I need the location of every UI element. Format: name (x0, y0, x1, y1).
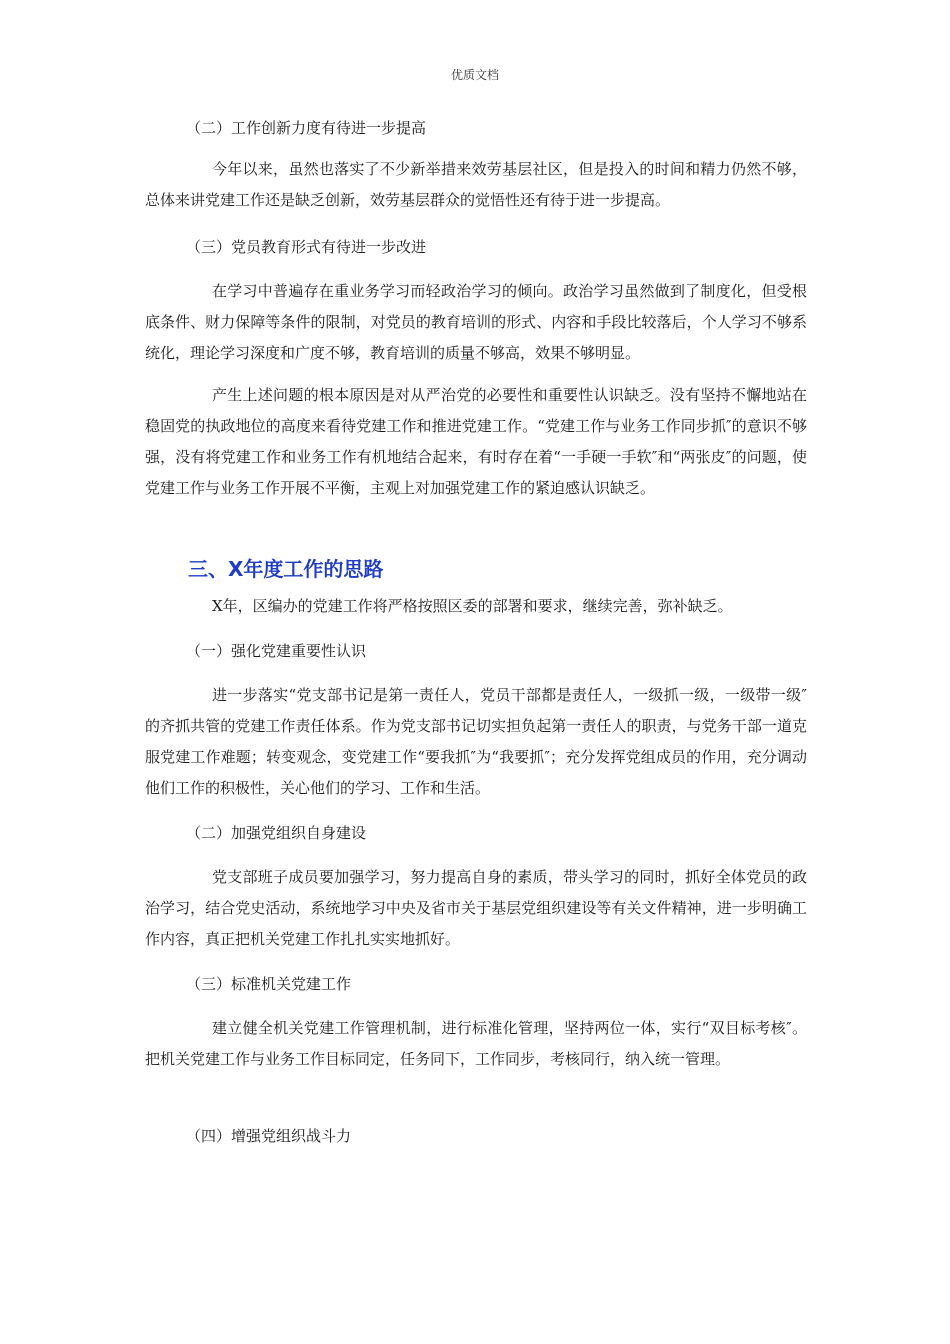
subsection-title-standardize: （三）标准机关党建工作 (186, 975, 352, 993)
subsection-title-awareness: （一）强化党建重要性认识 (186, 642, 367, 660)
paragraph-self-building: 党支部班子成员要加强学习，努力提高自身的素质，带头学习的同时，抓好全体党员的政治学习，结合党史活动，系统地学习中央及省市关于基层党组织建设等有关文件精神，进一步明确工作内容，真正把机关党建工作扎扎实实地抓好。 (145, 868, 807, 948)
subsection-title-education: （三）党员教育形式有待进一步改进 (186, 238, 427, 256)
paragraph-education: 在学习中普遍存在重业务学习而轻政治学习的倾向。政治学习虽然做到了制度化，但受根底条件、财力保障等条件的限制，对党员的教育培训的形式、内容和手段比较落后，个人学习不够系统化，理论学习深度和广度不够，教育培训的质量不够高，效果不够明显。 (145, 282, 807, 362)
page-header: 优质文档 (450, 68, 499, 82)
section-heading-work-plan: 三、X年度工作的思路 (188, 557, 384, 581)
paragraph-awareness: 进一步落实“党支部书记是第一责任人，党员干部都是责任人，一级抓一级，一级带一级″的齐抓共管的党建工作责任体系。作为党支部书记切实担负起第一责任人的职责，与党务干部一道克服党建工作难题；转变观念，变党建工作“要我抓″为“我要抓″；充分发挥党组成员的作用，充分调动他们工作的积极性，关心他们的学习、工作和生活。 (145, 686, 807, 797)
subsection-title-self-building: （二）加强党组织自身建设 (186, 824, 367, 842)
subsection-title-innovation: （二）工作创新力度有待进一步提高 (186, 119, 427, 137)
paragraph-root-cause: 产生上述问题的根本原因是对从严治党的必要性和重要性认识缺乏。没有坚持不懈地站在稳固党的执政地位的高度来看待党建工作和推进党建工作。“党建工作与业务工作同步抓″的意识不够强，没有将党建工作和业务工作有机地结合起来，有时存在着“一手硬一手软″和“两张皮″的问题，使党建工作与业务工作开展不平衡，主观上对加强党建工作的紧迫感认识缺乏。 (145, 386, 807, 497)
paragraph-innovation: 今年以来，虽然也落实了不少新举措来效劳基层社区，但是投入的时间和精力仍然不够，总体来讲党建工作还是缺乏创新，效劳基层群众的觉悟性还有待于进一步提高。 (145, 160, 807, 209)
subsection-title-combat: （四）增强党组织战斗力 (186, 1127, 352, 1145)
paragraph-work-plan-intro: X年，区编办的党建工作将严格按照区委的部署和要求，继续完善，弥补缺乏。 (212, 597, 733, 615)
paragraph-standardize: 建立健全机关党建工作管理机制，进行标准化管理，坚持两位一体，实行“双目标考核″。把机关党建工作与业务工作目标同定，任务同下，工作同步，考核同行，纳入统一管理。 (145, 1019, 807, 1068)
